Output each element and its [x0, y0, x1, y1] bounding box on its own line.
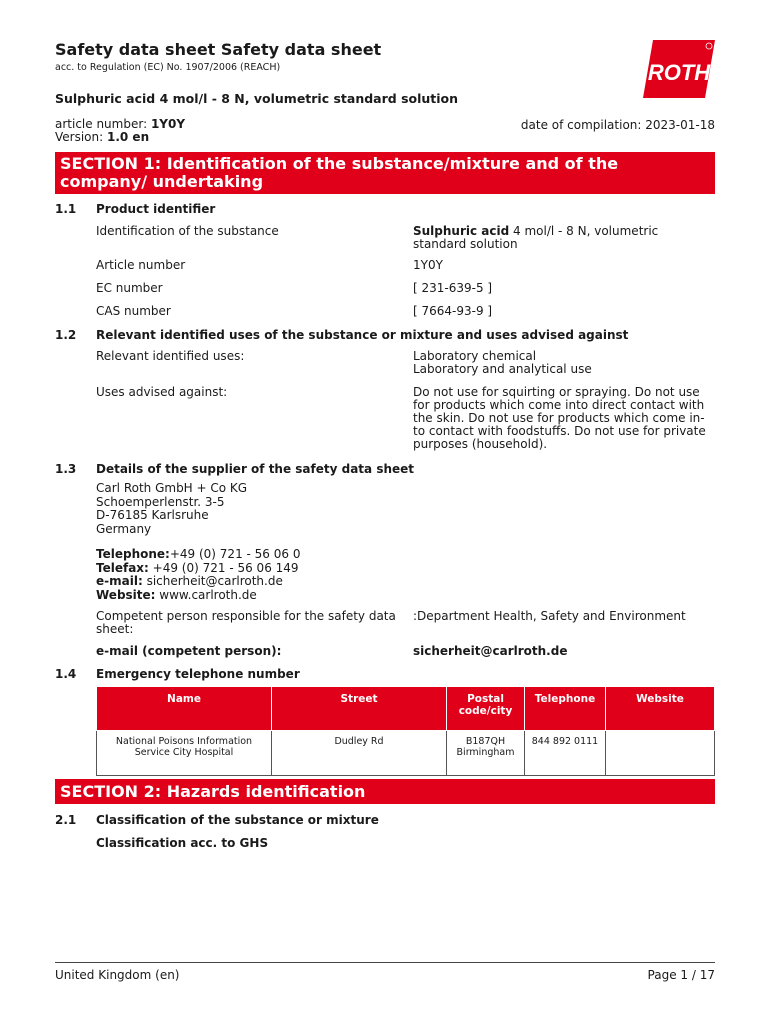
section-heading: Emergency telephone number [96, 667, 300, 681]
column-header: Website [606, 687, 715, 731]
use-item: Laboratory chemical [413, 349, 537, 363]
article-label: article number: [55, 117, 148, 131]
column-header: Street [272, 687, 447, 731]
telephone-label: Telephone: [96, 547, 170, 561]
subsection-heading: Classification acc. to GHS [96, 836, 269, 850]
section-number: 1.2 [55, 328, 77, 342]
table-cell [606, 731, 715, 776]
substance-detail: 4 mol/l - 8 N, volumetric standard solution [413, 224, 659, 251]
website-link[interactable]: www.carlroth.de [155, 587, 257, 602]
document-title: Safety data sheet Safety data sheet [55, 40, 382, 59]
address-line: Schoemperlenstr. 3-5 [96, 494, 225, 509]
section-heading: Classification of the substance or mixture [96, 813, 379, 827]
field-label: CAS number [96, 304, 171, 318]
footer-locale: United Kingdom (en) [55, 968, 180, 982]
supplier-address [96, 482, 247, 536]
section-1-header: SECTION 1: Identification of the substance/mixture and of the company/ undertaking [55, 152, 715, 194]
field-label: Article number [96, 258, 186, 272]
competent-email-link[interactable]: sicherheit@carlroth.de [413, 644, 568, 658]
ec-number-value: [ 231-639-5 ] [413, 281, 493, 295]
substance-name: Sulphuric acid [413, 224, 510, 238]
email-link[interactable]: sicherheit@carlroth.de [142, 574, 283, 588]
table-cell: National Poisons Information Service City Hospital [97, 731, 272, 776]
table-header-row [97, 687, 715, 731]
address-line: Carl Roth GmbH + Co KG [96, 481, 248, 495]
field-label: Uses advised against: [96, 385, 228, 399]
telefax-label: Telefax: [96, 560, 149, 575]
product-name: Sulphuric acid 4 mol/l - 8 N, volumetric standard solution [55, 91, 459, 106]
page-number: Page 1 / 17 [647, 968, 715, 982]
roth-logo [643, 40, 715, 98]
field-label: Competent person responsible for the safety data sheet: [96, 609, 396, 636]
field-label: Relevant identified uses: [96, 349, 245, 363]
logo-text: ROTH [647, 60, 711, 85]
section-2-header: SECTION 2: Hazards identification [55, 779, 715, 804]
article-number-value: 1Y0Y [413, 258, 443, 272]
supplier-contact [96, 548, 300, 602]
section-heading: Details of the supplier of the safety data sheet [96, 462, 415, 476]
table-cell[interactable]: 844 892 0111 [525, 731, 606, 776]
email-label: e-mail: [96, 574, 143, 588]
field-label: Identification of the substance [96, 224, 279, 238]
article-value: 1Y0Y [150, 117, 186, 131]
section-heading: Relevant identified uses of the substance or mixture and uses advised against [96, 328, 629, 342]
address-line: Germany [96, 521, 152, 536]
regulation-subtitle: acc. to Regulation (EC) No. 1907/2006 (REACH) [55, 62, 281, 73]
version-label: Version: [55, 130, 104, 144]
section-heading: Product identifier [96, 202, 216, 216]
website-label: Website: [96, 587, 156, 602]
cas-number-value: [ 7664-93-9 ] [413, 304, 493, 318]
uses-advised-against: Do not use for squirting or spraying. Do not use for products which come into direct contact with the skin. Do not use for products which come in- to contact with foodstuffs. Do not use for private purposes (household). [413, 385, 706, 451]
competent-person-value: :Department Health, Safety and Environment [413, 609, 686, 623]
telefax-value: +49 (0) 721 - 56 06 149 [148, 560, 299, 575]
column-header: Postal code/city [447, 687, 525, 731]
footer-divider [55, 962, 715, 963]
column-header: Telephone [525, 687, 606, 731]
field-label: e-mail (competent person): [96, 644, 282, 658]
version-value: 1.0 en [107, 130, 150, 144]
identified-uses [413, 350, 713, 376]
compilation-date: date of compilation: 2023-01-18 [520, 118, 715, 132]
section-number: 1.4 [55, 667, 77, 681]
section-number: 1.1 [55, 202, 77, 216]
table-row [97, 731, 715, 776]
use-item: Laboratory and analytical use [413, 362, 592, 376]
address-line: D-76185 Karlsruhe [96, 508, 209, 522]
column-header: Name [97, 687, 272, 731]
telephone-value: +49 (0) 721 - 56 06 0 [169, 547, 301, 561]
table-cell: Dudley Rd [272, 731, 447, 776]
article-version-block [55, 118, 185, 144]
substance-identification [413, 225, 713, 251]
table-cell: B187QH Birmingham [447, 731, 525, 776]
section-number: 2.1 [55, 813, 77, 827]
section-number: 1.3 [55, 462, 77, 476]
emergency-table [96, 686, 715, 776]
field-label: EC number [96, 281, 163, 295]
